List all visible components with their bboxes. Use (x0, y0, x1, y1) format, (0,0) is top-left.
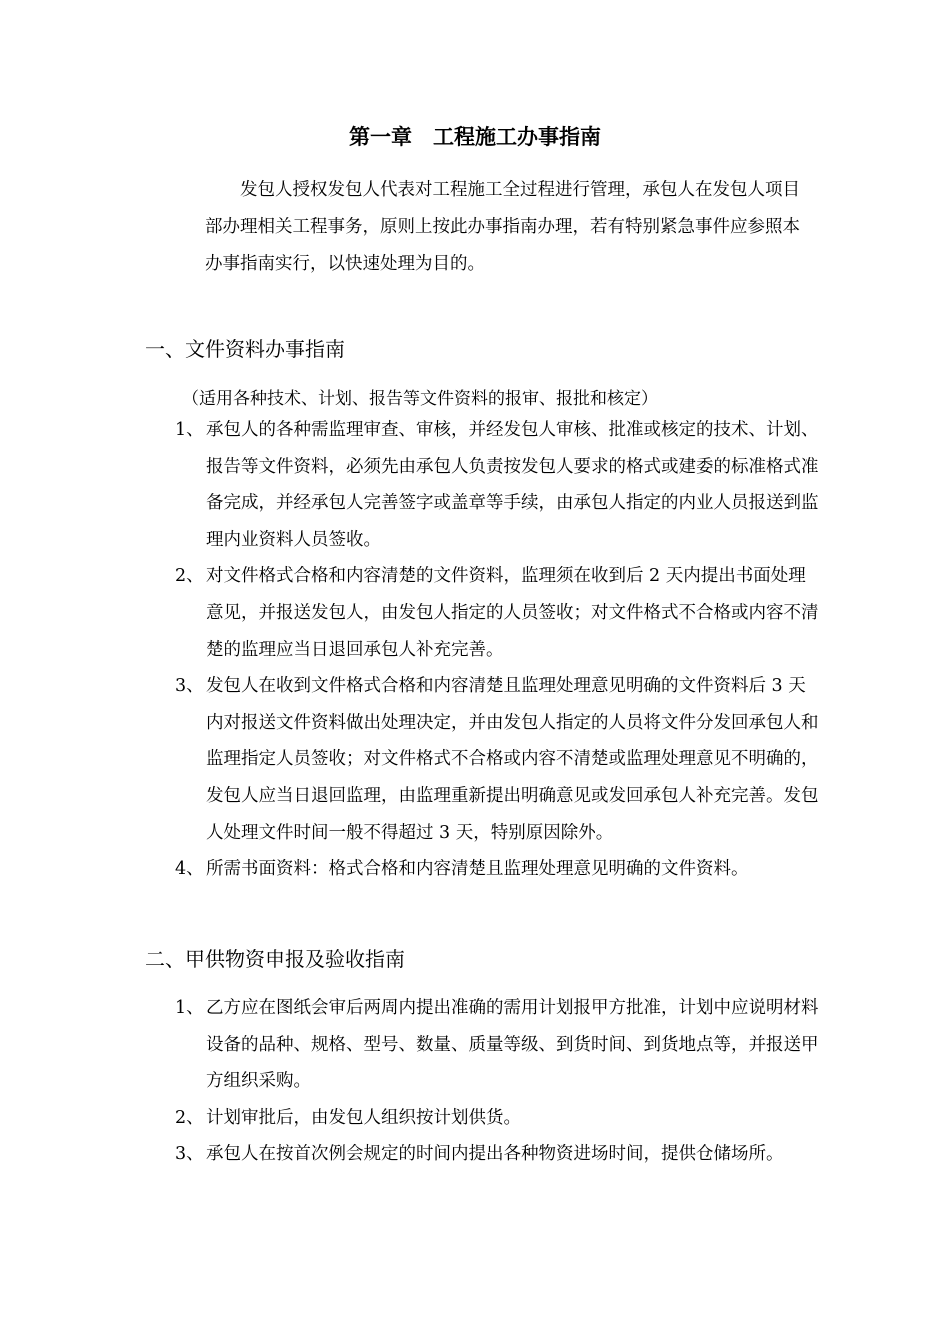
item-text: 发包人在收到文件格式合格和内容清楚且监理处理意见明确的文件资料后 3 天内对报送文件资料做出处理决定，并由发包人指定的人员将文件分发回承包人和监理指定人员签收；对文件格式不合格或内容不清楚或监理处理意见不明确的，发包人应当日退回监理，由监理重新提出明确意见或发回承包人补充完善。发包人处理文件时间一般不得超过 3 天，特别原因除外。 (206, 676, 819, 843)
list-item (175, 851, 820, 888)
item-text: 乙方应在图纸会审后两周内提出准确的需用计划报甲方批准，计划中应说明材料设备的品种、规格、型号、数量、质量等级、到货时间、到货地点等，并报送甲方组织采购。 (206, 998, 819, 1092)
list-item (175, 412, 820, 558)
documents-item-list (175, 412, 820, 888)
item-text: 计划审批后，由发包人组织按计划供货。 (206, 1107, 521, 1128)
list-item (175, 668, 820, 851)
list-item (175, 1136, 820, 1173)
item-text: 承包人的各种需监理审查、审核，并经发包人审核、批准或核定的技术、计划、报告等文件资料，必须先由承包人负责按发包人要求的格式或建委的标准格式准备完成，并经承包人完善签字或盖章等手续，由承包人指定的内业人员报送到监理内业资料人员签收。 (206, 420, 819, 550)
supplies-item-list (175, 990, 820, 1173)
item-text: 对文件格式合格和内容清楚的文件资料，监理须在收到后 2 天内提出书面处理意见，并报送发包人，由发包人指定的人员签收；对文件格式不合格或内容不清楚的监理应当日退回承包人补充完善。 (206, 566, 819, 660)
item-number: 4、 (175, 859, 204, 880)
section-heading-documents: 一、文件资料办事指南 (145, 337, 345, 361)
list-item (175, 990, 820, 1100)
item-text: 承包人在按首次例会规定的时间内提出各种物资进场时间，提供仓储场所。 (206, 1144, 784, 1165)
item-number: 2、 (175, 1107, 204, 1128)
list-item (175, 1100, 820, 1137)
section-heading-supplies: 二、甲供物资申报及验收指南 (145, 947, 405, 971)
list-item (175, 558, 820, 668)
item-text: 所需书面资料：格式合格和内容清楚且监理处理意见明确的文件资料。 (206, 859, 749, 880)
item-number: 2、 (175, 566, 204, 587)
section-note: （适用各种技术、计划、报告等文件资料的报审、报批和核定） (182, 389, 658, 409)
item-number: 3、 (175, 676, 204, 697)
item-number: 1、 (175, 998, 204, 1018)
item-number: 3、 (175, 1144, 204, 1165)
item-number: 1、 (175, 420, 204, 440)
intro-paragraph: 发包人授权发包人代表对工程施工全过程进行管理，承包人在发包人项目部办理相关工程事务，原则上按此办事指南办理，若有特别紧急事件应参照本办事指南实行，以快速处理为目的。 (205, 180, 800, 274)
chapter-title: 第一章 工程施工办事指南 (349, 124, 601, 149)
